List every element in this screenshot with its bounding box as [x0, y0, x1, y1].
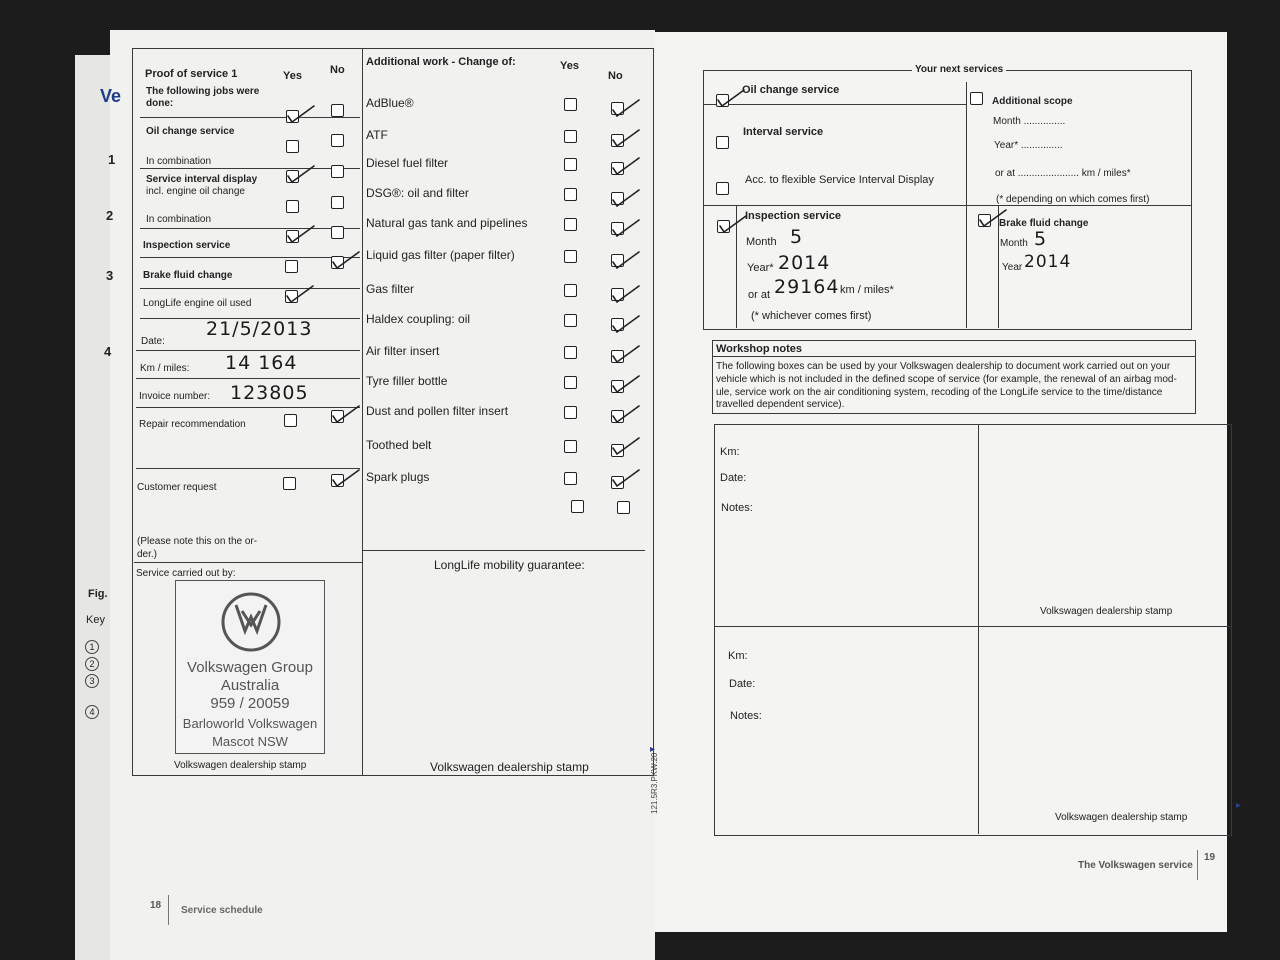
- checkmark-icon: [288, 106, 314, 122]
- additional-work-item: Natural gas tank and pipelines: [366, 216, 528, 230]
- checkmark-icon: [613, 220, 639, 236]
- left-footer-section: Service schedule: [181, 905, 263, 916]
- checkmark-icon: [613, 406, 639, 422]
- checkmark-icon: [288, 226, 314, 242]
- additional-work-item: AdBlue®: [366, 96, 414, 110]
- edge-num-4: 4: [104, 344, 112, 359]
- checkmark-icon: [613, 316, 639, 332]
- in-combination-2: In combination: [146, 214, 212, 225]
- additional-work-item: ATF: [366, 128, 388, 142]
- add-orat-label: or at ...................... km / miles*: [995, 168, 1131, 179]
- additional-work-item: Spark plugs: [366, 470, 430, 484]
- additional-work-item: Gas filter: [366, 282, 415, 296]
- checkmark-icon: [613, 470, 639, 486]
- additional-work-item: Liquid gas filter (paper filter): [366, 248, 515, 262]
- whichever-note: (* whichever comes first): [751, 310, 872, 322]
- note-line-1: (Please note this on the or-: [137, 536, 258, 547]
- handwritten-invoice: 123805: [230, 382, 309, 404]
- stamp-line-3: 959 / 20059: [210, 695, 290, 712]
- insp-orat-label: or at: [748, 289, 771, 301]
- stamp-line-1: Volkswagen Group: [187, 659, 313, 676]
- add-month-label: Month ...............: [993, 116, 1066, 127]
- key-circle-4: 4: [85, 705, 99, 719]
- brake-fluid-next-label: Brake fluid change: [999, 218, 1089, 229]
- stamp-line-4: Barloworld Volkswagen: [182, 716, 318, 731]
- longlife-oil-label: LongLife engine oil used: [143, 298, 252, 309]
- incl-oil-label: incl. engine oil change: [146, 186, 245, 197]
- brake-fluid-label: Brake fluid change: [143, 270, 233, 281]
- carried-out-label: Service carried out by:: [136, 568, 236, 579]
- oil-change-label: Oil change service: [146, 126, 235, 137]
- arrow-right-icon: ▸: [650, 744, 656, 755]
- checkmark-icon: [613, 286, 639, 302]
- notes2-date: Date:: [729, 678, 756, 690]
- in-combination-1: In combination: [146, 156, 212, 167]
- add-depending-label: (* depending on which comes first): [996, 194, 1150, 205]
- brake-month-label: Month: [1000, 238, 1028, 249]
- checkmark-icon: [613, 252, 639, 268]
- handwritten-date: 21/5/2013: [206, 318, 313, 340]
- next-services-header: Your next services: [912, 64, 1006, 75]
- date-label: Date:: [141, 336, 165, 347]
- notes1-stamp-label: Volkswagen dealership stamp: [1040, 606, 1173, 617]
- additional-scope-label: Additional scope: [992, 96, 1073, 107]
- insp-year-label: Year*: [747, 262, 774, 274]
- proof-header: Proof of service 1: [145, 68, 238, 80]
- interval-label: Interval service: [743, 126, 824, 138]
- additional-work-item: Diesel fuel filter: [366, 156, 449, 170]
- customer-label: Customer request: [137, 482, 217, 493]
- checkmark-icon: [288, 166, 314, 182]
- oil-change-next-label: Oil change service: [742, 84, 840, 96]
- additional-work-item: Dust and pollen filter insert: [366, 404, 509, 418]
- checkmark-icon: [613, 438, 639, 454]
- note-line-2: der.): [137, 549, 158, 560]
- insp-km-unit: km / miles*: [840, 284, 894, 296]
- brake-year-label: Year: [1002, 262, 1023, 273]
- checkmark-icon: [333, 252, 359, 268]
- left-no-header: No: [330, 64, 345, 76]
- additional-work-item: Toothed belt: [366, 438, 432, 452]
- brake-month-value: 5: [1034, 228, 1048, 250]
- km-label: Km / miles:: [140, 363, 190, 374]
- stamp-line-5: Mascot NSW: [212, 734, 288, 749]
- workshop-text-3: ule, service work on the air conditioning system, recoding of the LongLife service to the time/distance: [716, 387, 1163, 398]
- notes1-notes: Notes:: [721, 502, 753, 514]
- additional-work-item: DSG®: oil and filter: [366, 186, 469, 200]
- repair-label: Repair recommendation: [139, 419, 246, 430]
- workshop-text-2: vehicle which is not included in the defined scope of service (for example, the renewal of an airbag mod-: [716, 374, 1177, 385]
- checkmark-icon: [718, 90, 744, 106]
- jobs-done-label: The following jobs were done:: [146, 86, 260, 109]
- notes2-km: Km:: [728, 650, 748, 662]
- checkmark-icon: [613, 376, 639, 392]
- insp-month-label: Month: [746, 236, 777, 248]
- right-footer-section: The Volkswagen service: [1078, 860, 1193, 871]
- checkmark-icon: [287, 286, 313, 302]
- checkmark-icon: [613, 346, 639, 362]
- flexible-label: Acc. to flexible Service Interval Display: [745, 174, 934, 186]
- insp-month-value: 5: [790, 226, 804, 248]
- edge-num-3: 3: [106, 268, 114, 283]
- additional-work-item: Tyre filler bottle: [366, 374, 448, 388]
- workshop-text-4: travelled dependent service).: [716, 399, 845, 410]
- edge-num-2: 2: [106, 208, 114, 223]
- notes1-km: Km:: [720, 446, 740, 458]
- key-circle-3: 3: [85, 674, 99, 688]
- mobility-stamp-label: Volkswagen dealership stamp: [430, 760, 589, 774]
- additional-work-item: Haldex coupling: oil: [366, 312, 471, 326]
- arrow-right-icon-2: ▸: [1236, 800, 1242, 811]
- side-code: 121.5R3.PKW.20: [650, 752, 659, 814]
- edge-title: Ve: [100, 86, 122, 106]
- key-circle-2: 2: [85, 657, 99, 671]
- additional-work-header: Additional work - Change of:: [366, 56, 516, 68]
- inspection-label: Inspection service: [143, 240, 231, 251]
- checkmark-icon: [333, 470, 359, 486]
- right-yes-header: Yes: [560, 60, 579, 72]
- insp-year-value: 2014: [778, 252, 831, 274]
- workshop-header: Workshop notes: [716, 343, 802, 355]
- edge-key: Key: [86, 614, 105, 626]
- notes2-stamp-label: Volkswagen dealership stamp: [1055, 812, 1188, 823]
- right-no-header: No: [608, 70, 623, 82]
- add-year-label: Year* ...............: [994, 140, 1063, 151]
- handwritten-km: 14 164: [225, 352, 298, 374]
- checkmark-icon: [980, 210, 1006, 226]
- mobility-guarantee-label: LongLife mobility guarantee:: [434, 558, 585, 572]
- brake-year-value: 2014: [1024, 252, 1072, 272]
- checkmark-icon: [613, 100, 639, 116]
- service-interval-label: Service interval display: [146, 174, 258, 185]
- stamp-line-2: Australia: [220, 677, 280, 694]
- notes2-notes: Notes:: [730, 710, 762, 722]
- left-stamp-label: Volkswagen dealership stamp: [174, 760, 307, 771]
- checkmark-icon: [613, 158, 639, 174]
- left-page-number: 18: [150, 900, 162, 911]
- workshop-text-1: The following boxes can be used by your Volkswagen dealership to document work carried out on your: [716, 361, 1171, 372]
- edge-num-1: 1: [108, 152, 116, 167]
- additional-work-item: Air filter insert: [366, 344, 440, 358]
- edge-fig: Fig.: [88, 588, 108, 600]
- checkmark-icon: [613, 130, 639, 146]
- inspection-next-label: Inspection service: [745, 210, 841, 222]
- invoice-label: Invoice number:: [139, 391, 211, 402]
- insp-km-value: 29164: [774, 276, 840, 298]
- notes1-date: Date:: [720, 472, 747, 484]
- checkmark-icon: [333, 406, 359, 422]
- right-page-number: 19: [1204, 852, 1216, 863]
- checkmark-icon: [613, 190, 639, 206]
- key-circle-1: 1: [85, 640, 99, 654]
- left-yes-header: Yes: [283, 70, 302, 82]
- checkmark-icon: [720, 216, 746, 232]
